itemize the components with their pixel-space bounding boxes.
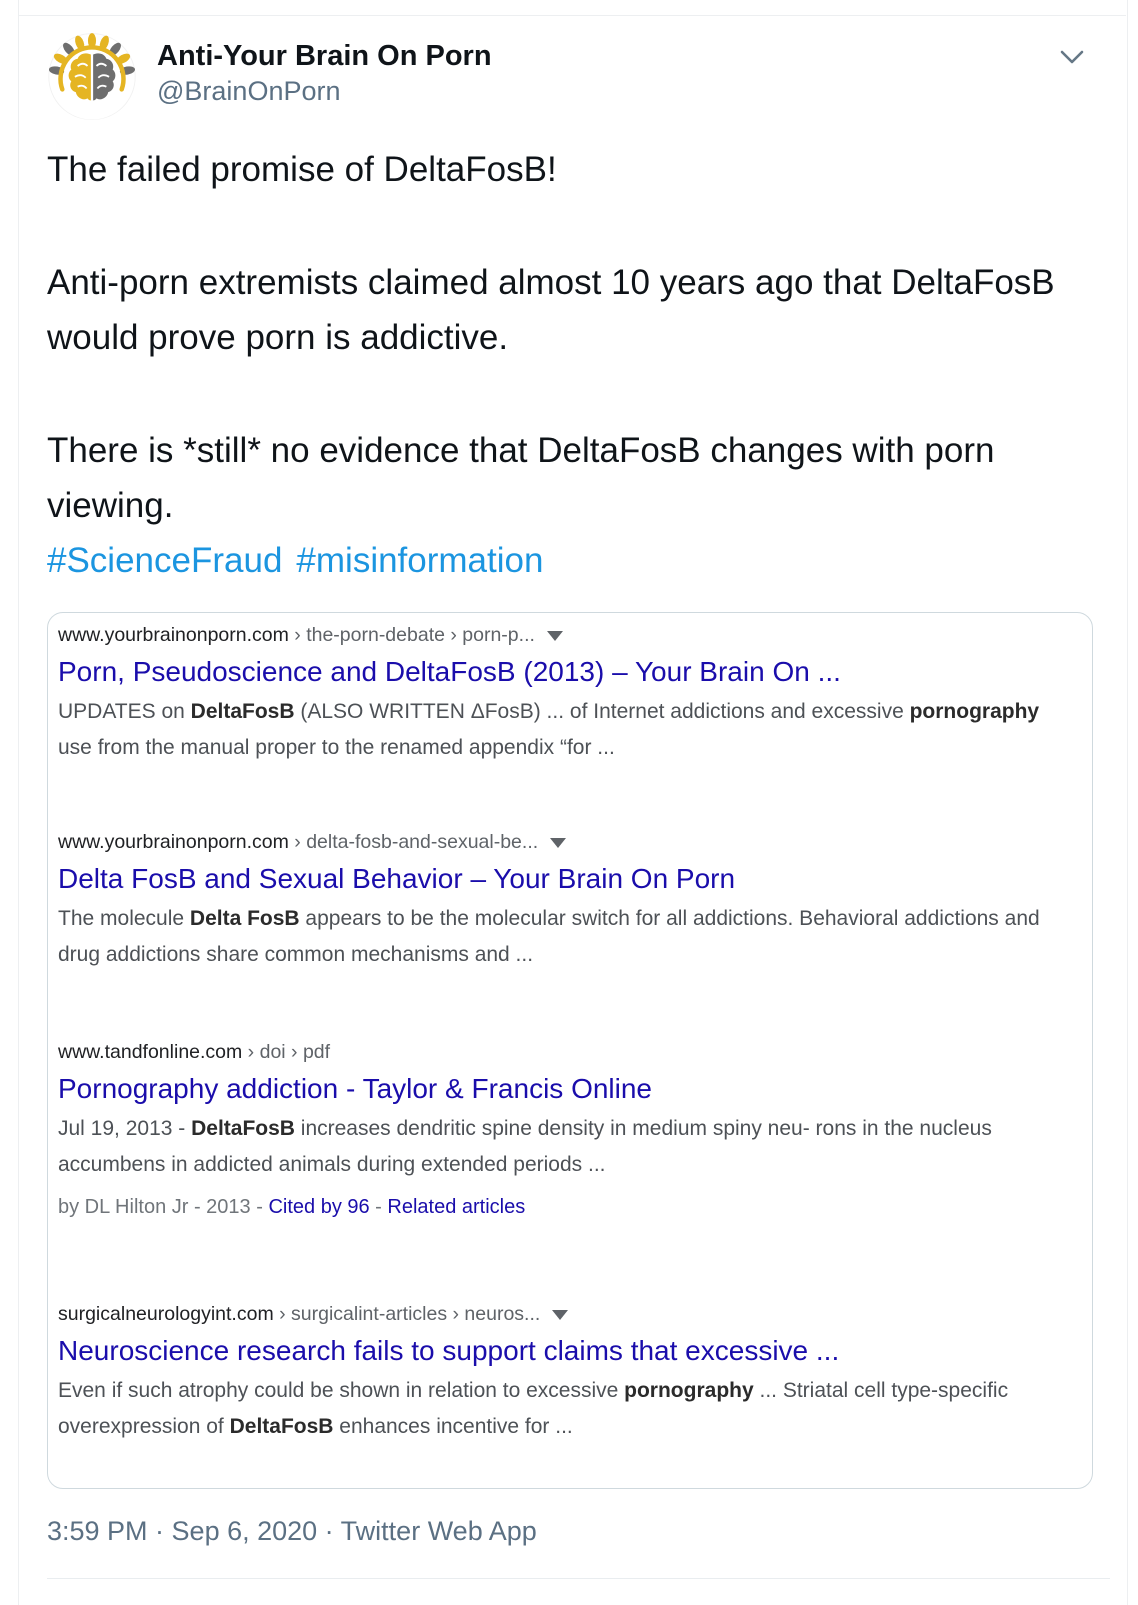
result-breadcrumb <box>58 1039 1074 1065</box>
result-title: Neuroscience research fails to support claims that excessive ... <box>58 1335 840 1366</box>
attached-image-search-results[interactable] <box>47 612 1093 1489</box>
result-path: › delta-fosb-and-sexual-be... <box>288 831 539 853</box>
search-result <box>58 622 1074 766</box>
result-domain: www.tandfonline.com <box>58 1041 243 1063</box>
result-domain: www.yourbrainonporn.com <box>58 624 289 646</box>
tweet-paragraph: The failed promise of DeltaFosB! <box>47 150 557 189</box>
result-snippet: UPDATES on DeltaFosB (ALSO WRITTEN ΔFosB) ... of Internet addictions and excessive pornography use from the manual proper to the renamed appendix “for ... <box>58 700 1040 759</box>
result-byline: by DL Hilton Jr - 2013 - Cited by 96 - Related articles <box>58 1196 526 1218</box>
search-result <box>58 1301 1074 1445</box>
result-title: Pornography addiction - Taylor & Francis Online <box>58 1073 653 1104</box>
result-path: › the-porn-debate › porn-p... <box>288 624 535 646</box>
result-dropdown-icon <box>547 631 563 641</box>
hashtag-row <box>47 533 1110 588</box>
search-result <box>58 829 1074 973</box>
result-dropdown-icon <box>550 838 566 848</box>
result-snippet: Even if such atrophy could be shown in relation to excessive pornography ... Striatal cell type-specific overexpression of DeltaFosB enhances incentive for ... <box>58 1379 1009 1438</box>
result-dropdown-icon <box>552 1310 568 1320</box>
author-name[interactable]: Anti-Your Brain On Porn <box>157 40 492 72</box>
result-snippet: Jul 19, 2013 - DeltaFosB increases dendritic spine density in medium spiny neu- rons in the nucleus accumbens in addicted animals during extended periods ... <box>58 1117 992 1176</box>
top-divider <box>19 15 1126 16</box>
chevron-down-icon[interactable] <box>1052 38 1092 78</box>
tweet-paragraph: Anti-porn extremists claimed almost 10 years ago that DeltaFosB would prove porn is addictive. <box>47 263 1055 357</box>
search-result <box>58 1039 1074 1225</box>
tweet-header <box>47 30 492 120</box>
hashtag-link[interactable]: #ScienceFraud <box>47 541 283 580</box>
result-title: Delta FosB and Sexual Behavior – Your Brain On Porn <box>58 863 736 894</box>
result-breadcrumb <box>58 1301 1074 1327</box>
result-snippet: The molecule Delta FosB appears to be the molecular switch for all addictions. Behavioral addictions and drug addictions share common mechanisms and ... <box>58 907 1040 966</box>
result-breadcrumb <box>58 622 1074 648</box>
result-title: Porn, Pseudoscience and DeltaFosB (2013) – Your Brain On ... <box>58 656 841 687</box>
avatar[interactable] <box>47 30 137 120</box>
result-domain: surgicalneurologyint.com <box>58 1303 274 1325</box>
result-breadcrumb <box>58 829 1074 855</box>
result-path: › surgicalint-articles › neuros... <box>273 1303 541 1325</box>
tweet-paragraph <box>47 423 1110 588</box>
result-domain: www.yourbrainonporn.com <box>58 831 289 853</box>
tweet-timestamp[interactable]: 3:59 PM · Sep 6, 2020 · Twitter Web App <box>47 1516 537 1546</box>
hashtag-link[interactable]: #misinformation <box>296 541 544 580</box>
author-block[interactable] <box>157 30 492 108</box>
author-handle[interactable]: @BrainOnPorn <box>157 76 341 106</box>
result-path: › doi › pdf <box>242 1041 331 1063</box>
tweet-text <box>47 142 1110 588</box>
tweet-paragraph-text: There is *still* no evidence that DeltaFosB changes with porn viewing. <box>47 431 995 525</box>
bottom-divider <box>47 1578 1110 1579</box>
